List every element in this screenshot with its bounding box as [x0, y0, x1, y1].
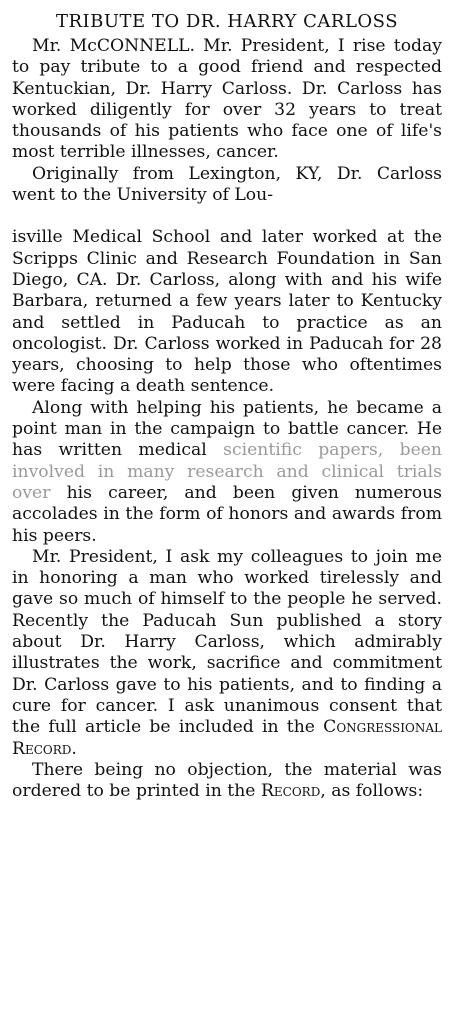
paragraph-4-text: Mr. President, I ask my colleagues to join me in honoring a man who worked tirelessly and gave so much of himself to the people he served. Recently the Paducah Sun published a story about Dr. Harry Carloss, which admirably illustrates the work, sacrifice and commitment Dr. Carloss gave to his patients, and to finding a cure for cancer. I ask unanimous consent that the full article be included in the [12, 546, 442, 738]
document-title: TRIBUTE TO DR. HARRY CARLOSS [55, 11, 399, 32]
paragraph-1: Mr. McCONNELL. Mr. President, I rise today to pay tribute to a good friend and respected Kentuckian, Dr. Harry Carloss. Dr. Carloss has worked diligently for over 32 years to treat thousands of his patients who face one of life's most terrible illnesses, cancer. [12, 36, 442, 163]
paragraph-5-text: There being no objection, the material was ordered to be printed in the [12, 759, 442, 802]
paragraph-3 [12, 398, 442, 547]
paragraph-5-ending: as follows: [331, 781, 424, 802]
column-break-gap [12, 206, 442, 227]
paragraph-4 [12, 547, 442, 760]
paragraph-3-part-3: his career, and been given numerous accolades in the form of honors and awards from his peers. [12, 482, 442, 546]
congressional-record-name: Congressional Record. [12, 717, 442, 759]
record-name: Record, [260, 781, 326, 802]
paragraph-5 [12, 760, 442, 803]
paragraph-2-part-2: isville Medical School and later worked at the Scripps Clinic and Research Foundation in San Diego, CA. Dr. Carloss, along with and his wife Barbara, returned a few years later to Kentucky and settled in Paducah to practice as an oncologist. Dr. Carloss worked in Paducah for 28 years, choosing to help those who oftentimes were facing a death sentence. [12, 227, 442, 397]
paragraph-3-part-1: Along with helping his patients, he became a point man in the campaign to battle cancer. He has written medical [12, 397, 442, 461]
paragraph-2-part-1: Originally from Lexington, KY, Dr. Carloss went to the University of Lou- [12, 163, 442, 206]
paragraph-3-faded-text: scientific papers, been involved in many research and clinical trials over [12, 440, 442, 503]
